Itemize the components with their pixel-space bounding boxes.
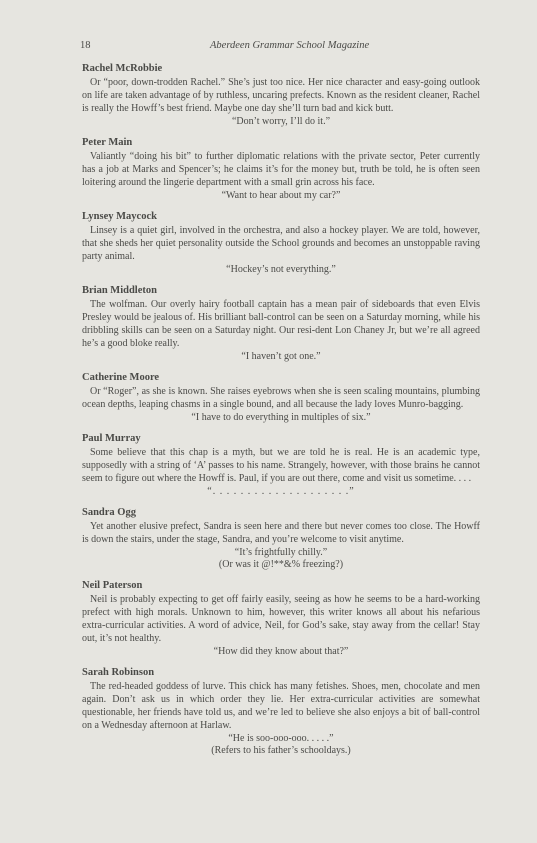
profile-quote-aside: (Or was it @!**&% freezing?): [218, 559, 344, 570]
profile-quote: “Hockey’s not everything.”: [226, 264, 336, 275]
profile-quote: “I haven’t got one.”: [241, 351, 321, 362]
profile-name: Catherine Moore: [82, 372, 160, 383]
profile-entry: [82, 578, 480, 658]
profile-text: Linsey is a quiet girl, involved in the orchestra, and also a hockey player. We are told, however, that she sheds her quiet personality outside the School grounds and becomes an unstoppable raving party animal.: [82, 225, 480, 262]
profile-name: Peter Main: [82, 137, 133, 148]
profile-entry: [82, 665, 480, 757]
profile-quote: “He is soo-ooo-ooo. . . . .”: [228, 733, 334, 744]
profile-text: Neil is probably expecting to get off fairly easily, seeing as how he seems to be a hard-working prefect with high morals. Unknown to him, however, this writer knows all about his nefarious extra-curricular activities. A word of advice, Neil, for God’s sake, stay away from the cellar! Stay out, it’s not healthy.: [82, 594, 480, 644]
profile-name: Neil Paterson: [82, 580, 143, 591]
profile-quote-aside: (Refers to his father’s schooldays.): [211, 745, 351, 756]
profile-quote: “. . . . . . . . . . . . . . . . . . . .”: [207, 486, 355, 497]
profile-quote: “Don’t worry, I’ll do it.”: [231, 116, 331, 127]
profile-entry: [82, 283, 480, 363]
profile-entry: [82, 61, 480, 128]
profile-name: Paul Murray: [82, 433, 141, 444]
profile-name: Rachel McRobbie: [82, 63, 163, 74]
prefect-profiles: [82, 61, 480, 764]
profile-quote: “How did they know about that?”: [213, 646, 349, 657]
profile-entry: [82, 135, 480, 202]
profile-text: Or “poor, down-trodden Rachel.” She’s just too nice. Her nice character and easy-going outlook on life are taken advantage of by ruthless, uncaring prefects. Known as the resident cleaner, Rachel is really the Howff’s best friend. Maybe one day she’ll turn bad and kick butt.: [82, 77, 480, 114]
page-number: 18: [80, 40, 91, 51]
profile-text: Valiantly “doing his bit” to further diplomatic relations with the private sector, Peter currently has a job at Marks and Spencer’s; he claims it’s for the money but, truth be told, he is often seen loitering around the lingerie department with a small grin across his face.: [82, 151, 480, 188]
profile-text: Or “Roger”, as she is known. She raises eyebrows when she is seen scaling mountains, plumbing ocean depths, leaping chasms in a single bound, and all because the lady loves Munro-bagging.: [82, 386, 480, 410]
page-header: [80, 39, 457, 53]
profile-entry: [82, 505, 480, 571]
profile-name: Sandra Ogg: [82, 507, 136, 518]
profile-text: The red-headed goddess of lurve. This chick has many fetishes. Shoes, men, chocolate and men again. Don’t ask us in which order they lie. Her extra-curricular activities are somewhat questionable, her friends have told us, and we’re led to believe she also enjoys a bit of ball-control on a Wednesday afternoon at Harlaw.: [82, 681, 480, 731]
profile-name: Sarah Robinson: [82, 667, 155, 678]
profile-entry: [82, 209, 480, 276]
profile-quote: “I have to do everything in multiples of six.”: [191, 412, 371, 423]
profile-name: Brian Middleton: [82, 285, 157, 296]
profile-entry: [82, 370, 480, 424]
profile-text: Yet another elusive prefect, Sandra is seen here and there but never comes too close. The Howff is down the stairs, under the stage, Sandra, and you’re welcome to visit anytime.: [82, 521, 480, 545]
profile-entry: [82, 431, 480, 498]
magazine-title: Aberdeen Grammar School Magazine: [210, 40, 370, 51]
profile-text: Some believe that this chap is a myth, but we are told he is real. He is an academic type, supposedly with a string of ‘A’ passes to his name. Strangely, however, with those brains he cannot seem to figure out where the Howff is. Paul, if you are out there, come and visit us sometime. . . .: [82, 447, 480, 484]
profile-quote: “It’s frightfully chilly.”: [234, 547, 328, 558]
profile-quote: “Want to hear about my car?”: [221, 190, 341, 201]
profile-text: The wolfman. Our overly hairy football captain has a mean pair of sideboards that even Elvis Presley would be jealous of. His brilliant ball-control can be seen on a Saturday morning, while his dribbling skills can be seen on a Saturday night. Our resi-dent Lon Chaney Jr, but we’re all agreed he’s a good bloke really.: [82, 299, 480, 349]
profile-name: Lynsey Maycock: [82, 211, 157, 222]
